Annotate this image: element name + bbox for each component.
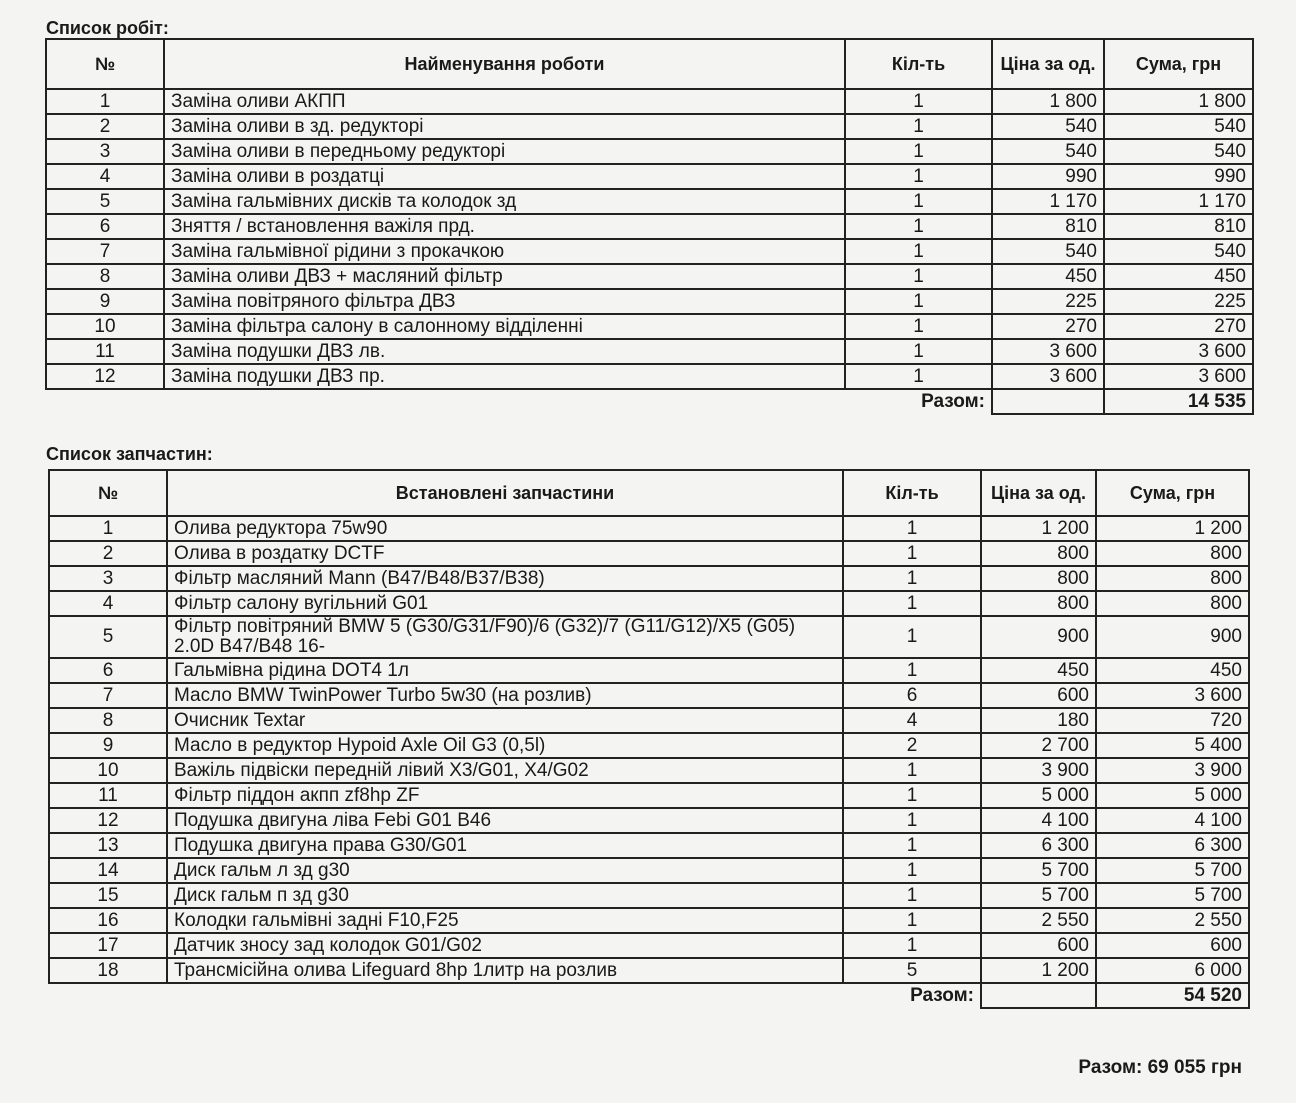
parts-header-name: Встановлені запчастини	[167, 470, 843, 516]
row-name: Заміна фільтра салону в салонному відділенні	[164, 314, 845, 339]
row-unit-price: 3 600	[992, 339, 1104, 364]
row-number: 1	[49, 516, 167, 541]
table-row	[46, 239, 1253, 264]
table-row	[49, 783, 1249, 808]
row-quantity: 1	[843, 908, 981, 933]
row-quantity: 1	[845, 314, 992, 339]
works-table	[45, 38, 1254, 415]
row-quantity: 1	[845, 89, 992, 114]
row-quantity: 1	[845, 239, 992, 264]
row-name: Диск гальм л зд g30	[167, 858, 843, 883]
works-total-label: Разом:	[921, 391, 985, 412]
row-unit-price: 540	[992, 239, 1104, 264]
row-unit-price: 600	[981, 933, 1096, 958]
row-quantity: 6	[843, 683, 981, 708]
row-quantity: 1	[845, 214, 992, 239]
row-unit-price: 990	[992, 164, 1104, 189]
row-number: 14	[49, 858, 167, 883]
works-header-qty: Кіл-ть	[845, 39, 992, 89]
row-name: Зняття / встановлення важіля прд.	[164, 214, 845, 239]
row-number: 12	[46, 364, 164, 389]
row-sum: 900	[1096, 616, 1249, 658]
row-number: 11	[49, 783, 167, 808]
row-sum: 270	[1104, 314, 1253, 339]
row-number: 9	[49, 733, 167, 758]
row-quantity: 1	[843, 516, 981, 541]
row-quantity: 1	[843, 658, 981, 683]
row-quantity: 1	[843, 808, 981, 833]
table-row	[49, 658, 1249, 683]
row-number: 6	[46, 214, 164, 239]
row-number: 5	[49, 616, 167, 658]
row-quantity: 1	[845, 339, 992, 364]
table-row	[49, 933, 1249, 958]
row-name: Фільтр масляний Mann (B47/B48/B37/B38)	[167, 566, 843, 591]
table-row	[46, 289, 1253, 314]
row-quantity: 1	[843, 758, 981, 783]
parts-header-qty: Кіл-ть	[843, 470, 981, 516]
table-row	[46, 214, 1253, 239]
row-sum: 3 600	[1104, 339, 1253, 364]
table-row	[49, 516, 1249, 541]
row-number: 15	[49, 883, 167, 908]
row-unit-price: 180	[981, 708, 1096, 733]
row-quantity: 1	[845, 114, 992, 139]
row-sum: 3 900	[1096, 758, 1249, 783]
table-row	[49, 708, 1249, 733]
row-number: 12	[49, 808, 167, 833]
table-row	[49, 808, 1249, 833]
table-row	[49, 758, 1249, 783]
row-number: 9	[46, 289, 164, 314]
table-row	[46, 139, 1253, 164]
row-unit-price: 900	[981, 616, 1096, 658]
row-sum: 450	[1096, 658, 1249, 683]
row-unit-price: 810	[992, 214, 1104, 239]
parts-total-label: Разом:	[910, 985, 974, 1006]
row-sum: 5 000	[1096, 783, 1249, 808]
works-total-value: 14 535	[1104, 389, 1253, 414]
row-quantity: 1	[845, 139, 992, 164]
row-number: 6	[49, 658, 167, 683]
row-sum: 5 400	[1096, 733, 1249, 758]
table-row	[49, 541, 1249, 566]
works-section-title: Список робіт:	[46, 18, 169, 38]
works-header-price: Ціна за од.	[992, 39, 1104, 89]
table-row	[46, 314, 1253, 339]
row-quantity: 5	[843, 958, 981, 983]
row-number: 8	[49, 708, 167, 733]
row-unit-price: 1 170	[992, 189, 1104, 214]
row-number: 13	[49, 833, 167, 858]
row-name: Олива редуктора 75w90	[167, 516, 843, 541]
row-unit-price: 450	[992, 264, 1104, 289]
row-sum: 990	[1104, 164, 1253, 189]
row-number: 18	[49, 958, 167, 983]
row-number: 17	[49, 933, 167, 958]
row-sum: 810	[1104, 214, 1253, 239]
row-number: 16	[49, 908, 167, 933]
row-unit-price: 2 550	[981, 908, 1096, 933]
row-name: Трансмісійна олива Lifeguard 8hp 1литр на розлив	[167, 958, 843, 983]
row-name: Важіль підвіски передній лівий X3/G01, X4/G02	[167, 758, 843, 783]
row-unit-price: 270	[992, 314, 1104, 339]
row-unit-price: 5 700	[981, 883, 1096, 908]
table-row	[46, 164, 1253, 189]
row-sum: 540	[1104, 114, 1253, 139]
row-quantity: 2	[843, 733, 981, 758]
row-unit-price: 6 300	[981, 833, 1096, 858]
row-name: Заміна гальмівних дисків та колодок зд	[164, 189, 845, 214]
row-unit-price: 800	[981, 591, 1096, 616]
row-unit-price: 3 600	[992, 364, 1104, 389]
row-name: Заміна оливи в передньому редукторі	[164, 139, 845, 164]
row-name: Фільтр повітряний BMW 5 (G30/G31/F90)/6 (G32)/7 (G11/G12)/X5 (G05) 2.0D B47/B48 16-	[167, 616, 843, 658]
table-row	[49, 833, 1249, 858]
row-quantity: 1	[843, 566, 981, 591]
row-number: 4	[49, 591, 167, 616]
row-name: Масло BMW TwinPower Turbo 5w30 (на розлив)	[167, 683, 843, 708]
row-quantity: 1	[843, 833, 981, 858]
row-unit-price: 1 200	[981, 958, 1096, 983]
table-row	[49, 908, 1249, 933]
table-row	[46, 114, 1253, 139]
row-unit-price: 540	[992, 114, 1104, 139]
parts-section-title: Список запчастин:	[46, 444, 213, 464]
row-quantity: 1	[845, 189, 992, 214]
row-quantity: 1	[845, 364, 992, 389]
table-row	[49, 683, 1249, 708]
row-sum: 225	[1104, 289, 1253, 314]
row-unit-price: 5 700	[981, 858, 1096, 883]
row-unit-price: 800	[981, 541, 1096, 566]
row-quantity: 1	[845, 164, 992, 189]
row-name: Фільтр піддон акпп zf8hp ZF	[167, 783, 843, 808]
row-quantity: 1	[843, 783, 981, 808]
row-name: Подушка двигуна права G30/G01	[167, 833, 843, 858]
row-unit-price: 3 900	[981, 758, 1096, 783]
row-name: Гальмівна рідина DOT4 1л	[167, 658, 843, 683]
row-number: 7	[46, 239, 164, 264]
row-sum: 800	[1096, 541, 1249, 566]
table-row	[46, 364, 1253, 389]
row-name: Диск гальм п зд g30	[167, 883, 843, 908]
row-sum: 3 600	[1096, 683, 1249, 708]
row-number: 10	[49, 758, 167, 783]
row-sum: 800	[1096, 591, 1249, 616]
row-name: Датчик зносу зад колодок G01/G02	[167, 933, 843, 958]
works-header-sum: Сума, грн	[1104, 39, 1253, 89]
row-name: Заміна оливи в зд. редукторі	[164, 114, 845, 139]
parts-table	[48, 469, 1250, 1009]
table-row	[46, 339, 1253, 364]
table-row	[49, 733, 1249, 758]
row-number: 1	[46, 89, 164, 114]
row-name: Подушка двигуна ліва Febi G01 B46	[167, 808, 843, 833]
row-unit-price: 540	[992, 139, 1104, 164]
row-number: 5	[46, 189, 164, 214]
row-sum: 450	[1104, 264, 1253, 289]
row-number: 8	[46, 264, 164, 289]
row-number: 2	[49, 541, 167, 566]
row-sum: 600	[1096, 933, 1249, 958]
row-name: Фільтр салону вугільний G01	[167, 591, 843, 616]
row-unit-price: 450	[981, 658, 1096, 683]
row-name: Заміна повітряного фільтра ДВЗ	[164, 289, 845, 314]
table-row	[46, 189, 1253, 214]
table-row	[46, 264, 1253, 289]
parts-header-num: №	[49, 470, 167, 516]
row-number: 3	[49, 566, 167, 591]
row-sum: 800	[1096, 566, 1249, 591]
row-unit-price: 800	[981, 566, 1096, 591]
grand-total: Разом: 69 055 грн	[1078, 1057, 1242, 1078]
row-name: Заміна оливи АКПП	[164, 89, 845, 114]
table-row	[49, 616, 1249, 658]
table-row	[49, 566, 1249, 591]
table-row	[49, 883, 1249, 908]
table-row	[46, 89, 1253, 114]
row-sum: 6 300	[1096, 833, 1249, 858]
row-unit-price: 4 100	[981, 808, 1096, 833]
row-number: 3	[46, 139, 164, 164]
row-name: Олива в роздатку DCTF	[167, 541, 843, 566]
row-quantity: 1	[843, 616, 981, 658]
row-name: Колодки гальмівні задні F10,F25	[167, 908, 843, 933]
row-number: 2	[46, 114, 164, 139]
row-sum: 5 700	[1096, 883, 1249, 908]
table-row	[49, 858, 1249, 883]
parts-header-sum: Сума, грн	[1096, 470, 1249, 516]
row-unit-price: 225	[992, 289, 1104, 314]
row-sum: 1 200	[1096, 516, 1249, 541]
row-name: Очисник Textar	[167, 708, 843, 733]
parts-total-value: 54 520	[1096, 983, 1249, 1008]
row-quantity: 1	[843, 933, 981, 958]
row-sum: 1 800	[1104, 89, 1253, 114]
row-quantity: 1	[843, 541, 981, 566]
row-number: 10	[46, 314, 164, 339]
row-quantity: 4	[843, 708, 981, 733]
row-quantity: 1	[845, 289, 992, 314]
row-number: 11	[46, 339, 164, 364]
parts-header-price: Ціна за од.	[981, 470, 1096, 516]
row-unit-price: 2 700	[981, 733, 1096, 758]
row-sum: 3 600	[1104, 364, 1253, 389]
row-unit-price: 600	[981, 683, 1096, 708]
row-quantity: 1	[845, 264, 992, 289]
row-sum: 540	[1104, 139, 1253, 164]
row-number: 7	[49, 683, 167, 708]
row-sum: 2 550	[1096, 908, 1249, 933]
row-name: Масло в редуктор Hypoid Axle Oil G3 (0,5l)	[167, 733, 843, 758]
row-number: 4	[46, 164, 164, 189]
table-row	[49, 958, 1249, 983]
row-quantity: 1	[843, 858, 981, 883]
row-name: Заміна подушки ДВЗ лв.	[164, 339, 845, 364]
table-row	[49, 591, 1249, 616]
row-unit-price: 5 000	[981, 783, 1096, 808]
row-name: Заміна оливи ДВЗ + масляний фільтр	[164, 264, 845, 289]
row-quantity: 1	[843, 591, 981, 616]
row-sum: 4 100	[1096, 808, 1249, 833]
works-header-name: Найменування роботи	[164, 39, 845, 89]
row-sum: 5 700	[1096, 858, 1249, 883]
row-sum: 540	[1104, 239, 1253, 264]
row-unit-price: 1 800	[992, 89, 1104, 114]
row-sum: 6 000	[1096, 958, 1249, 983]
row-sum: 720	[1096, 708, 1249, 733]
row-name: Заміна подушки ДВЗ пр.	[164, 364, 845, 389]
works-header-num: №	[46, 39, 164, 89]
row-name: Заміна гальмівної рідини з прокачкою	[164, 239, 845, 264]
row-quantity: 1	[843, 883, 981, 908]
row-sum: 1 170	[1104, 189, 1253, 214]
row-name: Заміна оливи в роздатці	[164, 164, 845, 189]
row-unit-price: 1 200	[981, 516, 1096, 541]
